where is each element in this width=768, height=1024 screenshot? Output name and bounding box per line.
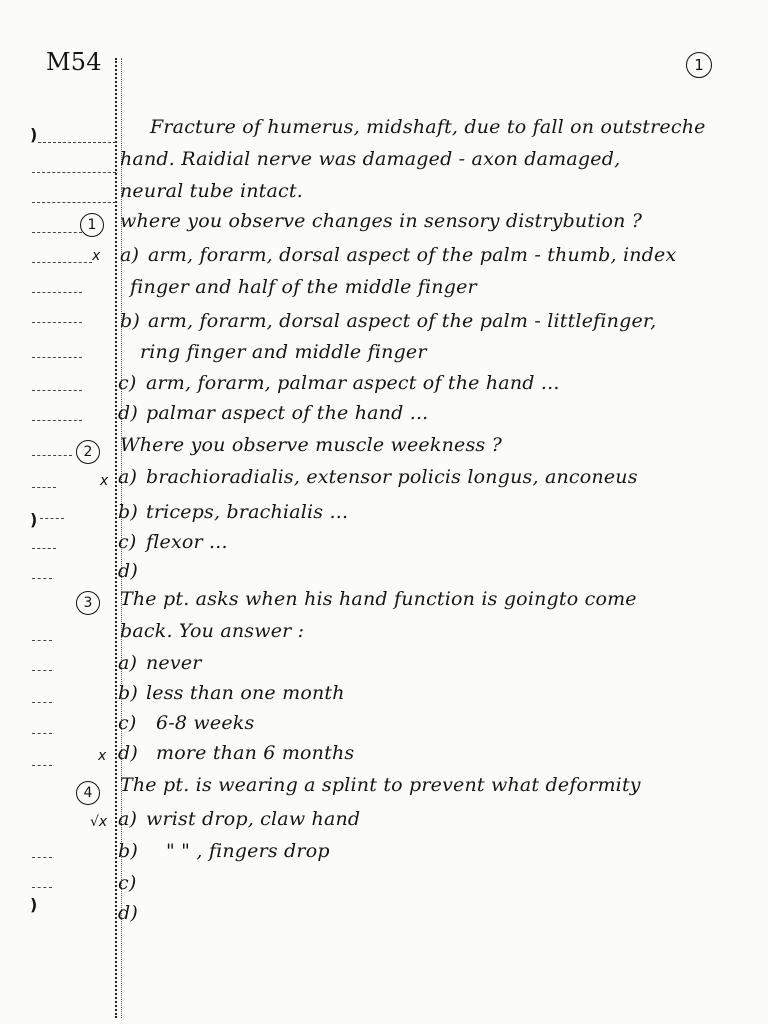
margin-dash xyxy=(32,357,82,358)
case-text-line: Fracture of humerus, midshaft, due to fall on outstreche xyxy=(150,116,706,138)
margin-dash xyxy=(32,487,56,488)
margin-dash xyxy=(32,887,52,888)
margin-dash xyxy=(32,857,52,858)
margin-dash xyxy=(32,262,92,263)
option-text: finger and half of the middle finger xyxy=(130,276,477,298)
margin-bracket: ) xyxy=(30,125,38,144)
page-code: M54 xyxy=(46,48,102,76)
option-label: d) xyxy=(118,560,138,582)
margin-dash xyxy=(32,578,52,579)
question-text: Where you observe muscle weekness ? xyxy=(120,434,502,456)
option-text: more than 6 months xyxy=(156,742,355,764)
margin-dash xyxy=(32,202,116,203)
question-number: 1 xyxy=(80,213,104,237)
option-label: b) xyxy=(118,840,138,862)
margin-dash xyxy=(32,765,52,766)
answer-mark: √x xyxy=(90,814,108,830)
margin-dash xyxy=(32,640,52,641)
option-label: b) xyxy=(120,310,140,332)
page-number: 1 xyxy=(686,52,712,78)
option-text: ring finger and middle finger xyxy=(140,341,427,363)
question-text: where you observe changes in sensory distrybution ? xyxy=(120,210,643,232)
margin-dash xyxy=(32,455,72,456)
option-text: arm, forarm, dorsal aspect of the palm - thumb, index xyxy=(148,244,677,266)
margin-dash xyxy=(32,670,52,671)
margin-dash xyxy=(32,232,82,233)
answer-mark: x xyxy=(98,748,107,764)
option-label: c) xyxy=(118,372,137,394)
question-text: The pt. is wearing a splint to prevent what deformity xyxy=(120,774,641,796)
margin-dash xyxy=(32,172,116,173)
option-text: 6-8 weeks xyxy=(156,712,255,734)
margin-dash xyxy=(32,390,82,391)
option-text: arm, forarm, dorsal aspect of the palm - littlefinger, xyxy=(148,310,657,332)
margin-dash xyxy=(38,142,116,143)
option-text: flexor ... xyxy=(146,531,228,553)
option-label: a) xyxy=(120,244,140,266)
option-text: wrist drop, claw hand xyxy=(146,808,361,830)
option-text: less than one month xyxy=(146,682,345,704)
question-text: back. You answer : xyxy=(120,620,305,642)
margin-dash xyxy=(32,733,52,734)
option-text: " " , fingers drop xyxy=(166,840,330,862)
option-label: d) xyxy=(118,742,138,764)
case-text-line: hand. Raidial nerve was damaged - axon damaged, xyxy=(120,148,621,170)
option-label: b) xyxy=(118,682,138,704)
margin-bracket: ) xyxy=(30,895,38,914)
option-label: d) xyxy=(118,902,138,924)
answer-mark: x xyxy=(100,473,109,489)
option-text: brachioradialis, extensor policis longus, anconeus xyxy=(146,466,638,488)
option-label: a) xyxy=(118,808,138,830)
option-text: arm, forarm, palmar aspect of the hand ... xyxy=(146,372,560,394)
option-label: d) xyxy=(118,402,138,424)
margin-dash xyxy=(32,420,82,421)
option-text: never xyxy=(146,652,202,674)
option-label: c) xyxy=(118,872,137,894)
margin-bracket: ) xyxy=(30,510,38,529)
question-number: 2 xyxy=(76,440,100,464)
margin-dash xyxy=(40,518,64,519)
option-label: a) xyxy=(118,652,138,674)
answer-mark: x xyxy=(92,248,101,264)
case-text-line: neural tube intact. xyxy=(120,180,303,202)
option-label: a) xyxy=(118,466,138,488)
question-number: 3 xyxy=(76,591,100,615)
margin-dash xyxy=(32,292,82,293)
question-number: 4 xyxy=(76,781,100,805)
margin-dash xyxy=(32,548,56,549)
option-label: c) xyxy=(118,531,137,553)
option-text: palmar aspect of the hand ... xyxy=(146,402,429,424)
margin-dash xyxy=(32,702,52,703)
option-label: c) xyxy=(118,712,137,734)
option-label: b) xyxy=(118,501,138,523)
option-text: triceps, brachialis ... xyxy=(146,501,349,523)
margin-dash xyxy=(32,322,82,323)
question-text: The pt. asks when his hand function is goingto come xyxy=(120,588,637,610)
